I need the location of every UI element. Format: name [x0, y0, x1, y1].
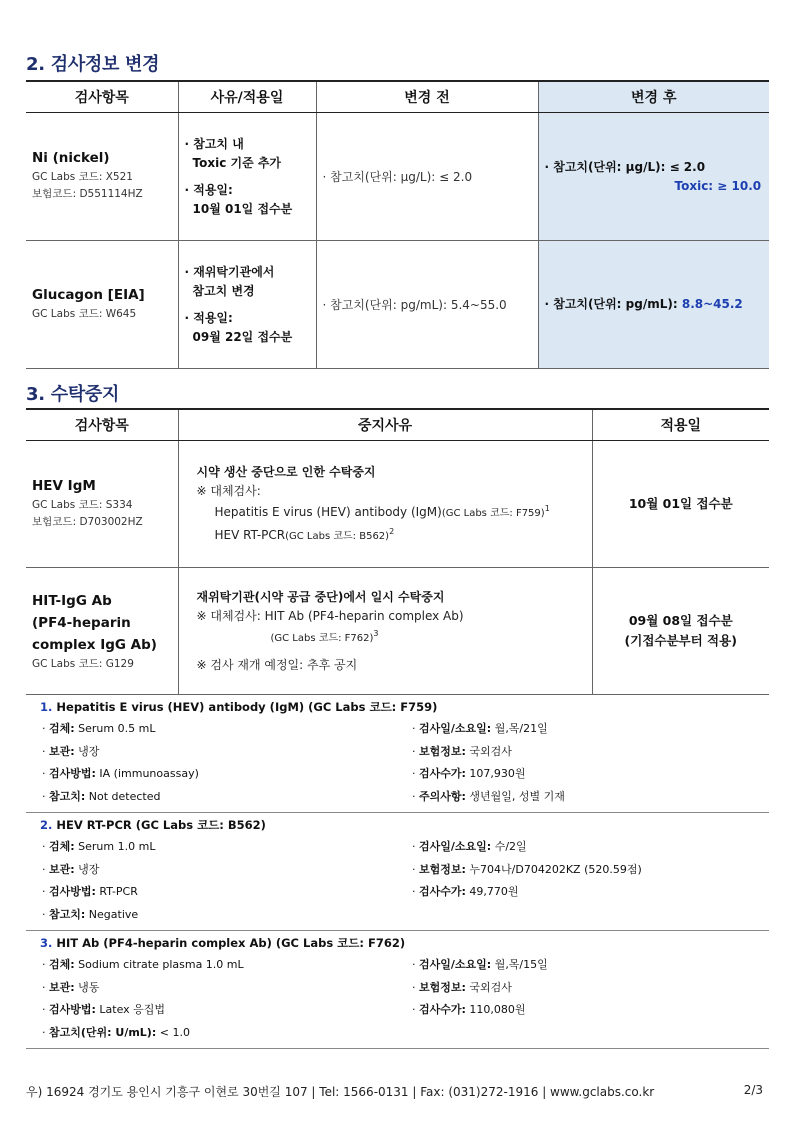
item-name: Glucagon [EIA] — [32, 286, 145, 303]
apply-note: (기접수분부터 적용) — [624, 633, 737, 648]
col-header-before: 변경 전 — [316, 81, 538, 113]
spec-row: · 검체: Sodium citrate plasma 1.0 mL — [42, 958, 244, 971]
resume-note: ※ 검사 재개 예정일: 추후 공지 — [196, 658, 358, 672]
after-cell — [538, 113, 769, 241]
item-cell — [26, 241, 178, 369]
col-header-after: 변경 후 — [538, 81, 769, 113]
item-insurance-code: 보험코드: D551114HZ — [32, 188, 143, 200]
reason-line: Toxic 기준 추가 — [192, 155, 282, 170]
spec-row: · 보험정보: 누704나/D704202KZ (520.59점) — [412, 862, 642, 876]
reason-line: · 재위탁기관에서 — [184, 264, 275, 279]
section2-title: 2. 검사정보 변경 — [26, 54, 160, 75]
after-highlight: 8.8~45.2 — [681, 297, 743, 311]
alt-test-1: ※ 대체검사: HIT Ab (PF4-heparin complex Ab) — [196, 609, 464, 623]
item-name: HIT-IgG Ab — [32, 592, 112, 609]
item-cell — [26, 568, 178, 695]
spec-row: · 보관: 냉동 — [42, 980, 100, 994]
item-code: GC Labs 코드: S334 — [32, 498, 133, 511]
apply-date: 10월 01일 접수분 — [192, 201, 293, 216]
apply-label: · 적용일: — [184, 310, 233, 325]
col-header-apply-date: 적용일 — [592, 409, 769, 441]
apply-date-cell — [592, 441, 769, 568]
col-header-reason: 사유/적용일 — [178, 81, 316, 113]
item-name: complex IgG Ab) — [32, 636, 157, 653]
item-code: GC Labs 코드: W645 — [32, 307, 137, 320]
apply-date: 09월 08일 접수분 — [628, 613, 733, 628]
table-row — [26, 113, 769, 241]
apply-date: 10월 01일 접수분 — [628, 496, 733, 511]
table-row — [26, 568, 769, 695]
apply-date-cell — [592, 568, 769, 695]
footnote-title: 1. Hepatitis E virus (HEV) antibody (IgM) (GC Labs 코드: F759) — [40, 700, 438, 714]
alt-test-label: ※ 대체검사: — [196, 483, 261, 498]
spec-row: · 보관: 냉장 — [42, 862, 100, 876]
col-header-item: 검사항목 — [26, 409, 178, 441]
suspend-reason-cell — [178, 441, 592, 568]
after-value: · 참고치(단위: µg/L): ≤ 2.0 — [544, 159, 706, 174]
footnote-2 — [26, 814, 769, 931]
before-cell — [316, 241, 538, 369]
spec-row: · 참고치(단위: U/mL): < 1.0 — [42, 1025, 190, 1039]
item-insurance-code: 보험코드: D703002HZ — [32, 515, 143, 528]
before-value: · 참고치(단위: pg/mL): 5.4~55.0 — [322, 298, 507, 312]
spec-row: · 검사일/소요일: 월,목/15일 — [412, 958, 548, 971]
alt-test-code: (GC Labs 코드: F762)$^3$ — [270, 629, 379, 644]
footnote-3 — [26, 932, 769, 1049]
before-cell — [316, 113, 538, 241]
page-number: 2/3 — [743, 1083, 763, 1097]
after-toxic: Toxic: ≥ 10.0 — [674, 178, 762, 193]
spec-row: · 검사수가: 49,770원 — [412, 885, 519, 898]
spec-row: · 보험정보: 국외검사 — [412, 744, 512, 758]
footnote-title: 3. HIT Ab (PF4-heparin complex Ab) (GC Labs 코드: F762) — [40, 936, 406, 950]
col-header-suspend-reason: 중지사유 — [178, 409, 592, 441]
table-row — [26, 441, 769, 568]
spec-row: · 검사방법: RT-PCR — [42, 885, 138, 898]
spec-row: · 검체: Serum 1.0 mL — [42, 840, 156, 853]
spec-row: · 참고치: Negative — [42, 907, 139, 921]
section3-title: 3. 수탁중지 — [26, 384, 120, 405]
apply-label: · 적용일: — [184, 182, 233, 197]
spec-row: · 검사수가: 107,930원 — [412, 767, 526, 780]
footnote-title: 2. HEV RT-PCR (GC Labs 코드: B562) — [40, 818, 266, 832]
reason-cell — [178, 241, 316, 369]
apply-date: 09월 22일 접수분 — [192, 329, 293, 344]
item-name: Ni (nickel) — [32, 150, 110, 166]
reason-line: · 참고치 내 — [184, 136, 244, 151]
spec-row: · 검체: Serum 0.5 mL — [42, 722, 156, 735]
alt-test-2: HEV RT-PCR(GC Labs 코드: B562)$^2$ — [214, 526, 395, 542]
item-name: (PF4-heparin — [32, 614, 131, 631]
item-name: HEV IgM — [32, 477, 96, 494]
info-change-table — [26, 80, 769, 369]
footer-contact: 우) 16924 경기도 용인시 기흥구 이현로 30번길 107 | Tel: 1566-0131 | Fax: (031)272-1916 | www.gclabs.co.kr — [26, 1085, 655, 1099]
before-value: · 참고치(단위: µg/L): ≤ 2.0 — [322, 170, 473, 184]
spec-row: · 주의사항: 생년월일, 성별 기재 — [412, 789, 565, 803]
page-footer — [26, 1083, 769, 1100]
after-value: · 참고치(단위: pg/mL): — [544, 297, 682, 311]
spec-row: · 검사일/소요일: 수/2일 — [412, 840, 527, 853]
item-code: GC Labs 코드: G129 — [32, 657, 134, 670]
spec-row: · 검사일/소요일: 월,목/21일 — [412, 722, 548, 735]
spec-row: · 검사방법: Latex 응집법 — [42, 1003, 166, 1016]
spec-row: · 검사수가: 110,080원 — [412, 1003, 526, 1016]
suspend-reason-cell — [178, 568, 592, 695]
col-header-item: 검사항목 — [26, 81, 178, 113]
after-cell — [538, 241, 769, 369]
footnote-1 — [26, 696, 769, 813]
reason-cell — [178, 113, 316, 241]
spec-row: · 참고치: Not detected — [42, 789, 161, 803]
suspend-reason: 시약 생산 중단으로 인한 수탁중지 — [196, 464, 376, 479]
alt-test-1: Hepatitis E virus (HEV) antibody (IgM)(GC Labs 코드: F759)$^1$ — [214, 503, 550, 519]
spec-row: · 보험정보: 국외검사 — [412, 980, 512, 994]
reason-line: 참고치 변경 — [192, 283, 255, 298]
table-row — [26, 241, 769, 369]
suspension-table — [26, 408, 769, 695]
spec-row: · 보관: 냉장 — [42, 744, 100, 758]
item-cell — [26, 113, 178, 241]
suspend-reason: 재위탁기관(시약 공급 중단)에서 일시 수탁중지 — [196, 590, 445, 604]
item-code: GC Labs 코드: X521 — [32, 171, 133, 183]
item-cell — [26, 441, 178, 568]
spec-row: · 검사방법: IA (immunoassay) — [42, 767, 199, 780]
